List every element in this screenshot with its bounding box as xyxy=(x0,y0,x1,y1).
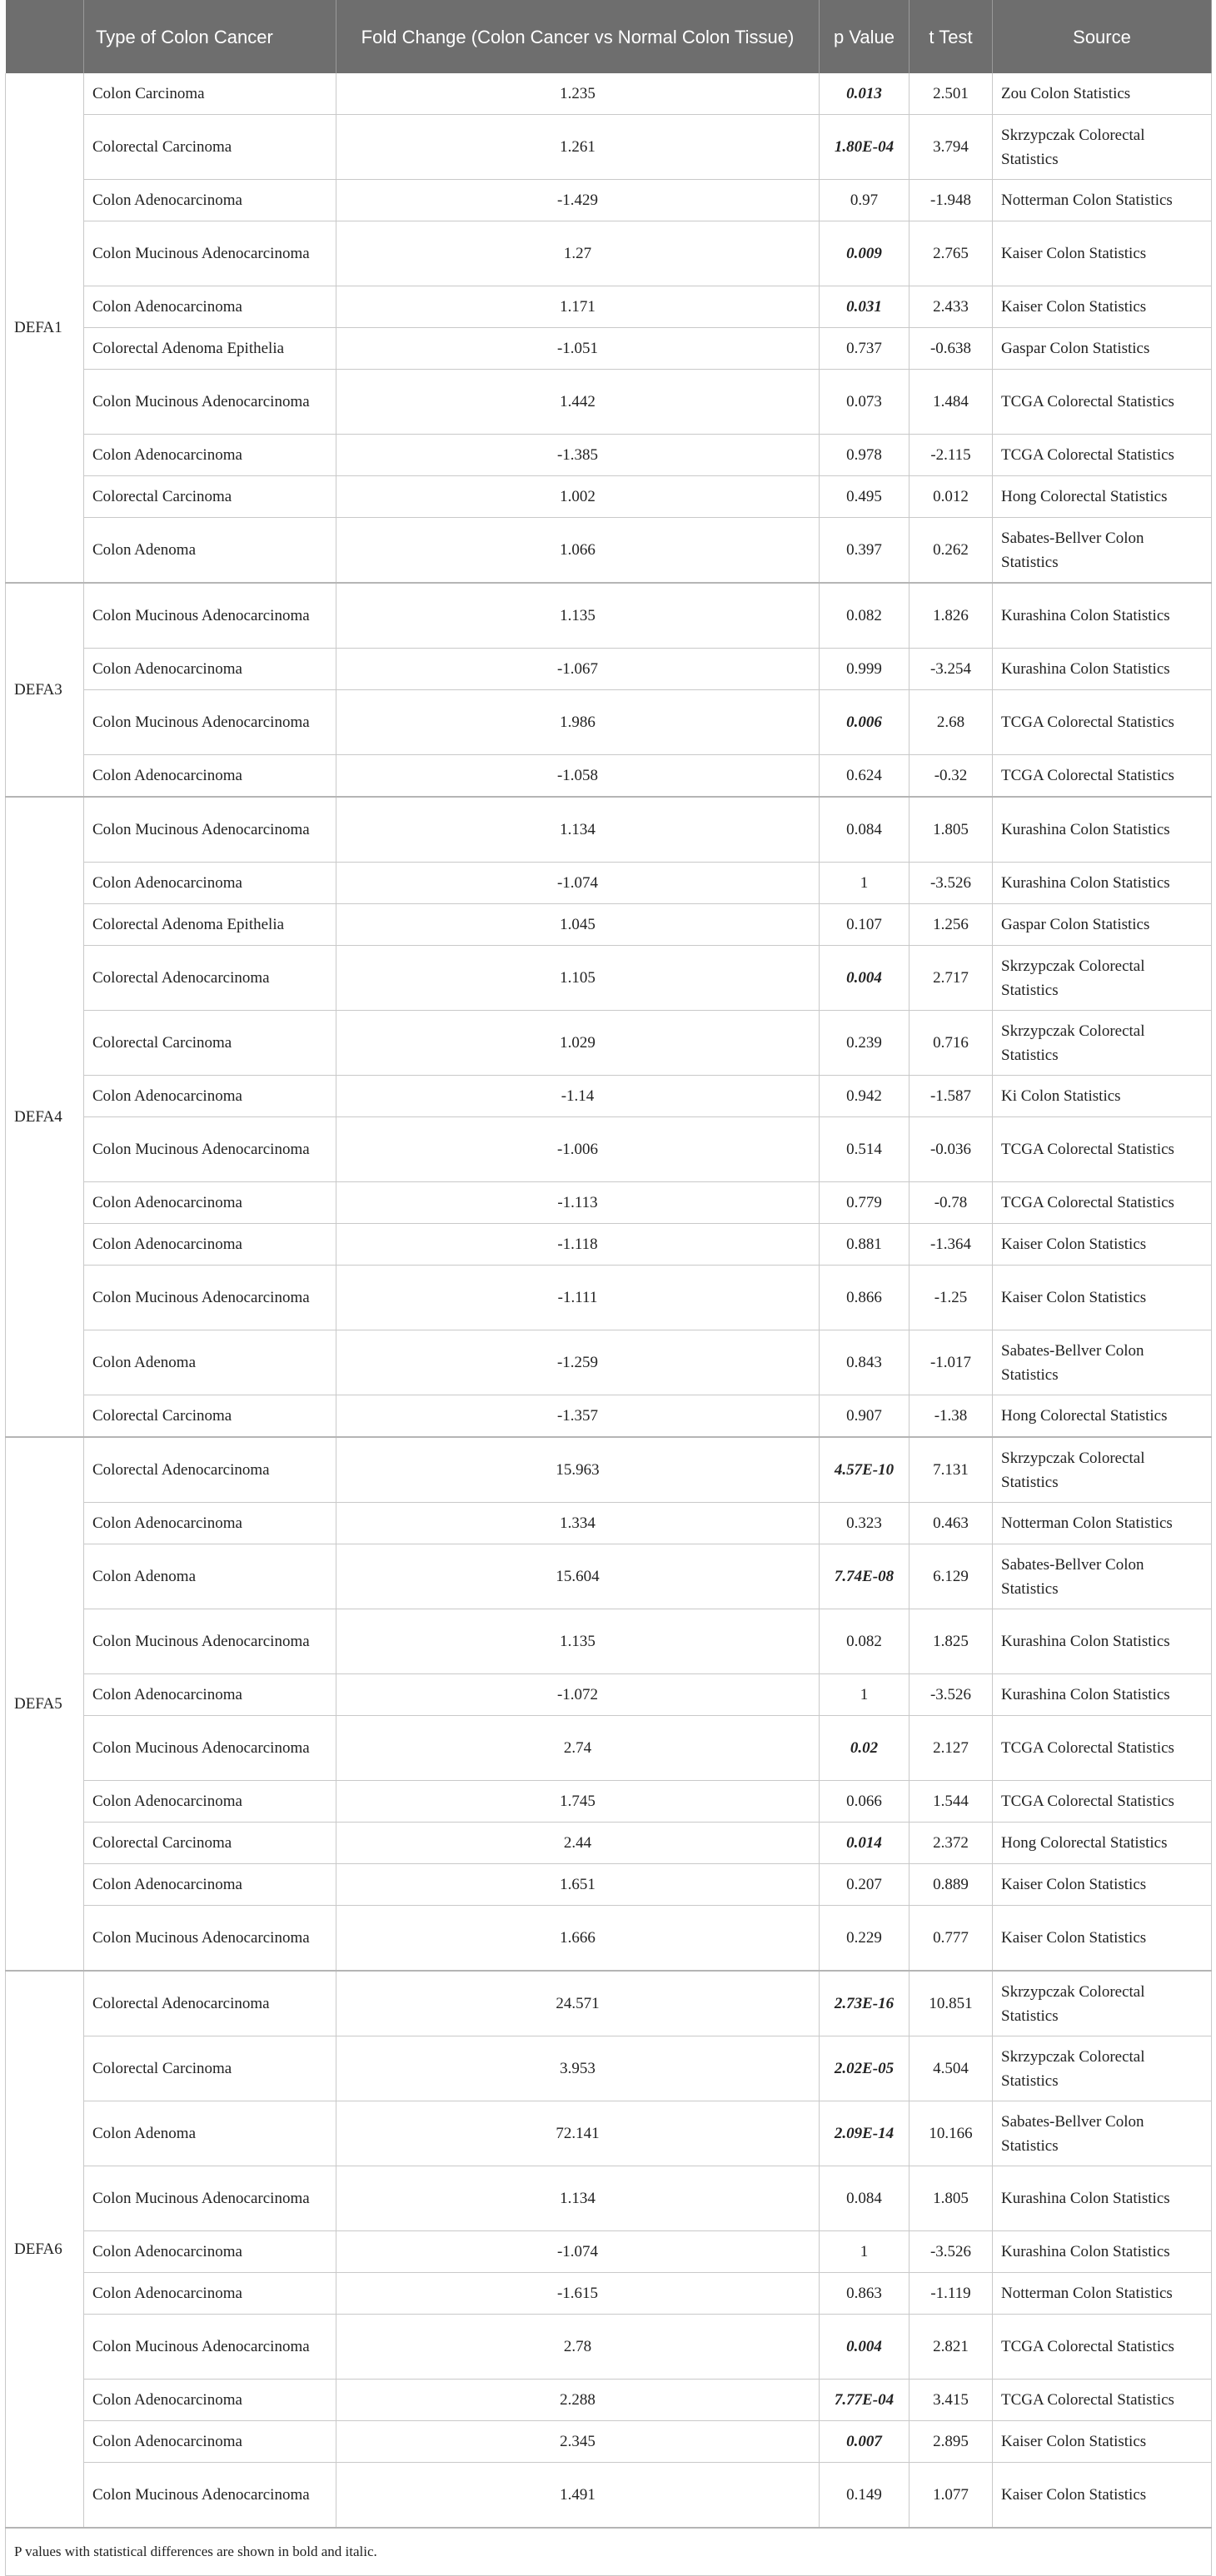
cancer-type-cell: Colon Mucinous Adenocarcinoma xyxy=(84,1716,336,1781)
cancer-type-cell: Colorectal Adenoma Epithelia xyxy=(84,904,336,946)
cancer-type-cell: Colon Adenocarcinoma xyxy=(84,2273,336,2315)
source-cell: Skrzypczak Colorectal Statistics xyxy=(993,946,1212,1011)
source-cell: Skrzypczak Colorectal Statistics xyxy=(993,1011,1212,1076)
fold-change-cell: 1.105 xyxy=(336,946,820,1011)
fold-change-cell: 1.491 xyxy=(336,2463,820,2529)
source-cell: Skrzypczak Colorectal Statistics xyxy=(993,1437,1212,1503)
p-value-cell: 0.02 xyxy=(820,1716,910,1781)
fold-change-cell: 15.604 xyxy=(336,1544,820,1609)
p-value-cell: 0.082 xyxy=(820,583,910,649)
t-test-cell: 1.805 xyxy=(910,797,993,863)
source-cell: TCGA Colorectal Statistics xyxy=(993,435,1212,476)
source-cell: Kurashina Colon Statistics xyxy=(993,1609,1212,1674)
p-value-cell: 0.907 xyxy=(820,1395,910,1438)
t-test-cell: 2.765 xyxy=(910,221,993,286)
table-row xyxy=(6,2315,1212,2380)
source-cell: Kurashina Colon Statistics xyxy=(993,583,1212,649)
fold-change-cell: 1.134 xyxy=(336,2166,820,2231)
p-value-cell: 0.239 xyxy=(820,1011,910,1076)
p-value-cell: 0.863 xyxy=(820,2273,910,2315)
table-row xyxy=(6,946,1212,1011)
t-test-cell: 2.433 xyxy=(910,286,993,328)
table-row xyxy=(6,583,1212,649)
source-cell: Gaspar Colon Statistics xyxy=(993,904,1212,946)
gene-label: DEFA3 xyxy=(6,583,84,797)
t-test-cell: 0.262 xyxy=(910,518,993,584)
table-row xyxy=(6,1544,1212,1609)
cancer-type-cell: Colon Adenocarcinoma xyxy=(84,1224,336,1266)
fold-change-cell: -1.072 xyxy=(336,1674,820,1716)
cancer-type-cell: Colon Adenocarcinoma xyxy=(84,2421,336,2463)
table-row xyxy=(6,2273,1212,2315)
cancer-type-cell: Colorectal Adenoma Epithelia xyxy=(84,328,336,370)
p-value-cell: 0.082 xyxy=(820,1609,910,1674)
p-value-cell: 2.02E-05 xyxy=(820,2036,910,2101)
fold-change-cell: -1.111 xyxy=(336,1266,820,1330)
source-cell: Hong Colorectal Statistics xyxy=(993,476,1212,518)
t-test-cell: -2.115 xyxy=(910,435,993,476)
table-body xyxy=(6,73,1212,2528)
table-row xyxy=(6,2101,1212,2166)
source-cell: TCGA Colorectal Statistics xyxy=(993,1117,1212,1182)
t-test-cell: 0.777 xyxy=(910,1906,993,1972)
table-row xyxy=(6,1503,1212,1544)
table-row xyxy=(6,1864,1212,1906)
table-row xyxy=(6,1609,1212,1674)
t-test-cell: -3.526 xyxy=(910,1674,993,1716)
table-footnote: P values with statistical differences are shown in bold and italic. xyxy=(6,2528,1212,2576)
p-value-cell: 1 xyxy=(820,2231,910,2273)
cancer-type-cell: Colorectal Carcinoma xyxy=(84,476,336,518)
table-row xyxy=(6,1224,1212,1266)
source-cell: Kaiser Colon Statistics xyxy=(993,1864,1212,1906)
t-test-cell: 3.794 xyxy=(910,115,993,180)
fold-change-cell: 1.135 xyxy=(336,583,820,649)
table-row xyxy=(6,180,1212,221)
p-value-cell: 1.80E-04 xyxy=(820,115,910,180)
table-row xyxy=(6,1716,1212,1781)
t-test-cell: 3.415 xyxy=(910,2380,993,2421)
source-cell: Sabates-Bellver Colon Statistics xyxy=(993,1330,1212,1395)
cancer-type-cell: Colon Adenocarcinoma xyxy=(84,2231,336,2273)
cancer-type-cell: Colon Adenocarcinoma xyxy=(84,1781,336,1823)
p-value-cell: 0.881 xyxy=(820,1224,910,1266)
p-value-cell: 0.073 xyxy=(820,370,910,435)
cancer-type-cell: Colon Carcinoma xyxy=(84,73,336,115)
fold-change-cell: -1.259 xyxy=(336,1330,820,1395)
source-cell: Skrzypczak Colorectal Statistics xyxy=(993,2036,1212,2101)
table-row xyxy=(6,1182,1212,1224)
t-test-cell: 2.501 xyxy=(910,73,993,115)
table-row xyxy=(6,221,1212,286)
t-test-cell: -0.036 xyxy=(910,1117,993,1182)
fold-change-cell: 1.27 xyxy=(336,221,820,286)
p-value-cell: 0.031 xyxy=(820,286,910,328)
fold-change-cell: 1.135 xyxy=(336,1609,820,1674)
t-test-cell: 1.805 xyxy=(910,2166,993,2231)
t-test-cell: 2.717 xyxy=(910,946,993,1011)
table-row xyxy=(6,1437,1212,1503)
table-row xyxy=(6,1266,1212,1330)
p-value-cell: 7.77E-04 xyxy=(820,2380,910,2421)
header-fold-change: Fold Change (Colon Cancer vs Normal Colon Tissue) xyxy=(336,0,820,73)
fold-change-cell: 1.235 xyxy=(336,73,820,115)
t-test-cell: -1.119 xyxy=(910,2273,993,2315)
source-cell: Skrzypczak Colorectal Statistics xyxy=(993,115,1212,180)
table-row xyxy=(6,328,1212,370)
gene-label: DEFA1 xyxy=(6,73,84,583)
p-value-cell: 0.009 xyxy=(820,221,910,286)
cancer-type-cell: Colon Adenoma xyxy=(84,518,336,584)
cancer-type-cell: Colorectal Adenocarcinoma xyxy=(84,1437,336,1503)
source-cell: TCGA Colorectal Statistics xyxy=(993,370,1212,435)
gene-label: DEFA5 xyxy=(6,1437,84,1971)
t-test-cell: -0.32 xyxy=(910,755,993,798)
p-value-cell: 0.014 xyxy=(820,1823,910,1864)
p-value-cell: 0.323 xyxy=(820,1503,910,1544)
cancer-type-cell: Colon Mucinous Adenocarcinoma xyxy=(84,2463,336,2529)
cancer-type-cell: Colon Adenoma xyxy=(84,2101,336,2166)
table-row xyxy=(6,690,1212,755)
table-row xyxy=(6,1971,1212,2036)
source-cell: TCGA Colorectal Statistics xyxy=(993,690,1212,755)
fold-change-cell: 1.066 xyxy=(336,518,820,584)
table-row xyxy=(6,1823,1212,1864)
table-row xyxy=(6,286,1212,328)
cancer-type-cell: Colon Mucinous Adenocarcinoma xyxy=(84,1266,336,1330)
fold-change-cell: 2.74 xyxy=(336,1716,820,1781)
table-container xyxy=(5,0,1211,2576)
cancer-type-cell: Colon Adenocarcinoma xyxy=(84,1076,336,1117)
t-test-cell: -1.25 xyxy=(910,1266,993,1330)
t-test-cell: -1.587 xyxy=(910,1076,993,1117)
cancer-type-cell: Colon Adenocarcinoma xyxy=(84,1182,336,1224)
source-cell: Kaiser Colon Statistics xyxy=(993,1224,1212,1266)
source-cell: Kaiser Colon Statistics xyxy=(993,1266,1212,1330)
fold-change-cell: 2.288 xyxy=(336,2380,820,2421)
cancer-type-cell: Colon Mucinous Adenocarcinoma xyxy=(84,2166,336,2231)
cancer-type-cell: Colon Adenoma xyxy=(84,1544,336,1609)
p-value-cell: 0.004 xyxy=(820,2315,910,2380)
header-gene xyxy=(6,0,84,73)
t-test-cell: 2.127 xyxy=(910,1716,993,1781)
gene-label: DEFA6 xyxy=(6,1971,84,2528)
cancer-type-cell: Colorectal Carcinoma xyxy=(84,1823,336,1864)
fold-change-cell: 1.261 xyxy=(336,115,820,180)
cancer-type-cell: Colon Adenocarcinoma xyxy=(84,649,336,690)
cancer-type-cell: Colon Adenocarcinoma xyxy=(84,755,336,798)
fold-change-cell: -1.006 xyxy=(336,1117,820,1182)
fold-change-cell: 2.345 xyxy=(336,2421,820,2463)
fold-change-cell: 72.141 xyxy=(336,2101,820,2166)
header-p-value: p Value xyxy=(820,0,910,73)
table-row xyxy=(6,904,1212,946)
p-value-cell: 0.397 xyxy=(820,518,910,584)
fold-change-cell: 1.045 xyxy=(336,904,820,946)
fold-change-cell: -1.058 xyxy=(336,755,820,798)
cancer-type-cell: Colorectal Adenocarcinoma xyxy=(84,946,336,1011)
t-test-cell: -3.526 xyxy=(910,2231,993,2273)
t-test-cell: 0.716 xyxy=(910,1011,993,1076)
fold-change-cell: 24.571 xyxy=(336,1971,820,2036)
t-test-cell: 10.166 xyxy=(910,2101,993,2166)
source-cell: Kaiser Colon Statistics xyxy=(993,221,1212,286)
fold-change-cell: 1.986 xyxy=(336,690,820,755)
fold-change-cell: 1.442 xyxy=(336,370,820,435)
source-cell: TCGA Colorectal Statistics xyxy=(993,755,1212,798)
p-value-cell: 0.978 xyxy=(820,435,910,476)
t-test-cell: -1.38 xyxy=(910,1395,993,1438)
t-test-cell: -1.364 xyxy=(910,1224,993,1266)
t-test-cell: 2.372 xyxy=(910,1823,993,1864)
table-row xyxy=(6,2463,1212,2529)
cancer-type-cell: Colon Mucinous Adenocarcinoma xyxy=(84,370,336,435)
table-row xyxy=(6,2166,1212,2231)
p-value-cell: 0.149 xyxy=(820,2463,910,2529)
p-value-cell: 0.942 xyxy=(820,1076,910,1117)
source-cell: Hong Colorectal Statistics xyxy=(993,1395,1212,1438)
t-test-cell: 0.463 xyxy=(910,1503,993,1544)
table-row xyxy=(6,797,1212,863)
table-row xyxy=(6,1674,1212,1716)
cancer-type-cell: Colon Adenocarcinoma xyxy=(84,286,336,328)
t-test-cell: -3.526 xyxy=(910,863,993,904)
source-cell: TCGA Colorectal Statistics xyxy=(993,2315,1212,2380)
t-test-cell: -0.638 xyxy=(910,328,993,370)
p-value-cell: 1 xyxy=(820,863,910,904)
source-cell: Zou Colon Statistics xyxy=(993,73,1212,115)
table-row xyxy=(6,73,1212,115)
p-value-cell: 0.514 xyxy=(820,1117,910,1182)
cancer-type-cell: Colon Mucinous Adenocarcinoma xyxy=(84,1117,336,1182)
table-row xyxy=(6,863,1212,904)
fold-change-cell: 3.953 xyxy=(336,2036,820,2101)
table-row xyxy=(6,649,1212,690)
fold-change-cell: -1.113 xyxy=(336,1182,820,1224)
fold-change-cell: 1.171 xyxy=(336,286,820,328)
source-cell: Kaiser Colon Statistics xyxy=(993,286,1212,328)
fold-change-cell: -1.357 xyxy=(336,1395,820,1438)
cancer-type-cell: Colon Mucinous Adenocarcinoma xyxy=(84,797,336,863)
p-value-cell: 0.084 xyxy=(820,2166,910,2231)
source-cell: Sabates-Bellver Colon Statistics xyxy=(993,2101,1212,2166)
source-cell: Kurashina Colon Statistics xyxy=(993,2231,1212,2273)
t-test-cell: -0.78 xyxy=(910,1182,993,1224)
p-value-cell: 0.624 xyxy=(820,755,910,798)
header-t-test: t Test xyxy=(910,0,993,73)
cancer-type-cell: Colorectal Carcinoma xyxy=(84,2036,336,2101)
header-type: Type of Colon Cancer xyxy=(84,0,336,73)
fold-change-cell: 1.002 xyxy=(336,476,820,518)
fold-change-cell: 1.745 xyxy=(336,1781,820,1823)
source-cell: Kurashina Colon Statistics xyxy=(993,649,1212,690)
fold-change-cell: -1.067 xyxy=(336,649,820,690)
p-value-cell: 0.006 xyxy=(820,690,910,755)
p-value-cell: 0.737 xyxy=(820,328,910,370)
p-value-cell: 2.73E-16 xyxy=(820,1971,910,2036)
table-row xyxy=(6,2231,1212,2273)
source-cell: Kurashina Colon Statistics xyxy=(993,863,1212,904)
cancer-type-cell: Colon Mucinous Adenocarcinoma xyxy=(84,2315,336,2380)
table-header xyxy=(6,0,1212,73)
source-cell: Skrzypczak Colorectal Statistics xyxy=(993,1971,1212,2036)
t-test-cell: 2.821 xyxy=(910,2315,993,2380)
source-cell: TCGA Colorectal Statistics xyxy=(993,1182,1212,1224)
table-row xyxy=(6,476,1212,518)
t-test-cell: 1.484 xyxy=(910,370,993,435)
table-row xyxy=(6,1395,1212,1438)
table-row xyxy=(6,370,1212,435)
source-cell: Hong Colorectal Statistics xyxy=(993,1823,1212,1864)
source-cell: TCGA Colorectal Statistics xyxy=(993,1781,1212,1823)
t-test-cell: -1.948 xyxy=(910,180,993,221)
table-row xyxy=(6,2421,1212,2463)
source-cell: Sabates-Bellver Colon Statistics xyxy=(993,1544,1212,1609)
t-test-cell: 1.077 xyxy=(910,2463,993,2529)
t-test-cell: -3.254 xyxy=(910,649,993,690)
t-test-cell: 1.825 xyxy=(910,1609,993,1674)
t-test-cell: 1.826 xyxy=(910,583,993,649)
fold-change-cell: -1.615 xyxy=(336,2273,820,2315)
p-value-cell: 0.843 xyxy=(820,1330,910,1395)
t-test-cell: 10.851 xyxy=(910,1971,993,2036)
source-cell: Ki Colon Statistics xyxy=(993,1076,1212,1117)
fold-change-cell: -1.051 xyxy=(336,328,820,370)
source-cell: Notterman Colon Statistics xyxy=(993,1503,1212,1544)
p-value-cell: 0.779 xyxy=(820,1182,910,1224)
cancer-type-cell: Colorectal Carcinoma xyxy=(84,1011,336,1076)
fold-change-cell: 2.44 xyxy=(336,1823,820,1864)
p-value-cell: 0.229 xyxy=(820,1906,910,1972)
p-value-cell: 0.066 xyxy=(820,1781,910,1823)
cancer-type-cell: Colorectal Adenocarcinoma xyxy=(84,1971,336,2036)
p-value-cell: 1 xyxy=(820,1674,910,1716)
cancer-type-cell: Colon Mucinous Adenocarcinoma xyxy=(84,583,336,649)
defa-expression-table xyxy=(5,0,1212,2576)
cancer-type-cell: Colorectal Carcinoma xyxy=(84,115,336,180)
fold-change-cell: 1.029 xyxy=(336,1011,820,1076)
table-row xyxy=(6,1011,1212,1076)
cancer-type-cell: Colon Adenocarcinoma xyxy=(84,1503,336,1544)
source-cell: Kaiser Colon Statistics xyxy=(993,1906,1212,1972)
table-row xyxy=(6,1076,1212,1117)
p-value-cell: 0.866 xyxy=(820,1266,910,1330)
table-row xyxy=(6,2036,1212,2101)
table-row xyxy=(6,2380,1212,2421)
fold-change-cell: 1.134 xyxy=(336,797,820,863)
source-cell: Gaspar Colon Statistics xyxy=(993,328,1212,370)
source-cell: Notterman Colon Statistics xyxy=(993,2273,1212,2315)
t-test-cell: 2.895 xyxy=(910,2421,993,2463)
table-row xyxy=(6,1906,1212,1972)
source-cell: Kaiser Colon Statistics xyxy=(993,2463,1212,2529)
p-value-cell: 0.013 xyxy=(820,73,910,115)
header-source: Source xyxy=(993,0,1212,73)
p-value-cell: 0.007 xyxy=(820,2421,910,2463)
fold-change-cell: -1.429 xyxy=(336,180,820,221)
cancer-type-cell: Colon Adenocarcinoma xyxy=(84,1674,336,1716)
table-row xyxy=(6,1781,1212,1823)
p-value-cell: 7.74E-08 xyxy=(820,1544,910,1609)
p-value-cell: 2.09E-14 xyxy=(820,2101,910,2166)
source-cell: TCGA Colorectal Statistics xyxy=(993,1716,1212,1781)
fold-change-cell: -1.14 xyxy=(336,1076,820,1117)
cancer-type-cell: Colon Adenocarcinoma xyxy=(84,1864,336,1906)
source-cell: Notterman Colon Statistics xyxy=(993,180,1212,221)
fold-change-cell: 15.963 xyxy=(336,1437,820,1503)
t-test-cell: -1.017 xyxy=(910,1330,993,1395)
p-value-cell: 4.57E-10 xyxy=(820,1437,910,1503)
fold-change-cell: -1.074 xyxy=(336,863,820,904)
cancer-type-cell: Colon Mucinous Adenocarcinoma xyxy=(84,221,336,286)
cancer-type-cell: Colon Adenocarcinoma xyxy=(84,180,336,221)
cancer-type-cell: Colon Adenocarcinoma xyxy=(84,863,336,904)
cancer-type-cell: Colon Adenoma xyxy=(84,1330,336,1395)
cancer-type-cell: Colon Adenocarcinoma xyxy=(84,2380,336,2421)
table-row xyxy=(6,755,1212,798)
t-test-cell: 1.256 xyxy=(910,904,993,946)
table-row xyxy=(6,518,1212,584)
cancer-type-cell: Colorectal Carcinoma xyxy=(84,1395,336,1438)
table-row xyxy=(6,115,1212,180)
fold-change-cell: -1.118 xyxy=(336,1224,820,1266)
source-cell: TCGA Colorectal Statistics xyxy=(993,2380,1212,2421)
t-test-cell: 7.131 xyxy=(910,1437,993,1503)
cancer-type-cell: Colon Mucinous Adenocarcinoma xyxy=(84,690,336,755)
t-test-cell: 0.889 xyxy=(910,1864,993,1906)
table-row xyxy=(6,1117,1212,1182)
t-test-cell: 6.129 xyxy=(910,1544,993,1609)
fold-change-cell: 1.651 xyxy=(336,1864,820,1906)
source-cell: Kurashina Colon Statistics xyxy=(993,2166,1212,2231)
cancer-type-cell: Colon Mucinous Adenocarcinoma xyxy=(84,1609,336,1674)
p-value-cell: 0.207 xyxy=(820,1864,910,1906)
fold-change-cell: 1.334 xyxy=(336,1503,820,1544)
t-test-cell: 2.68 xyxy=(910,690,993,755)
t-test-cell: 4.504 xyxy=(910,2036,993,2101)
p-value-cell: 0.107 xyxy=(820,904,910,946)
p-value-cell: 0.004 xyxy=(820,946,910,1011)
fold-change-cell: -1.074 xyxy=(336,2231,820,2273)
source-cell: Kurashina Colon Statistics xyxy=(993,1674,1212,1716)
fold-change-cell: 1.666 xyxy=(336,1906,820,1972)
source-cell: Kurashina Colon Statistics xyxy=(993,797,1212,863)
fold-change-cell: 2.78 xyxy=(336,2315,820,2380)
source-cell: Sabates-Bellver Colon Statistics xyxy=(993,518,1212,584)
cancer-type-cell: Colon Mucinous Adenocarcinoma xyxy=(84,1906,336,1972)
table-row xyxy=(6,435,1212,476)
table-row xyxy=(6,1330,1212,1395)
source-cell: Kaiser Colon Statistics xyxy=(993,2421,1212,2463)
t-test-cell: 0.012 xyxy=(910,476,993,518)
t-test-cell: 1.544 xyxy=(910,1781,993,1823)
p-value-cell: 0.999 xyxy=(820,649,910,690)
p-value-cell: 0.495 xyxy=(820,476,910,518)
p-value-cell: 0.084 xyxy=(820,797,910,863)
cancer-type-cell: Colon Adenocarcinoma xyxy=(84,435,336,476)
fold-change-cell: -1.385 xyxy=(336,435,820,476)
p-value-cell: 0.97 xyxy=(820,180,910,221)
gene-label: DEFA4 xyxy=(6,797,84,1437)
